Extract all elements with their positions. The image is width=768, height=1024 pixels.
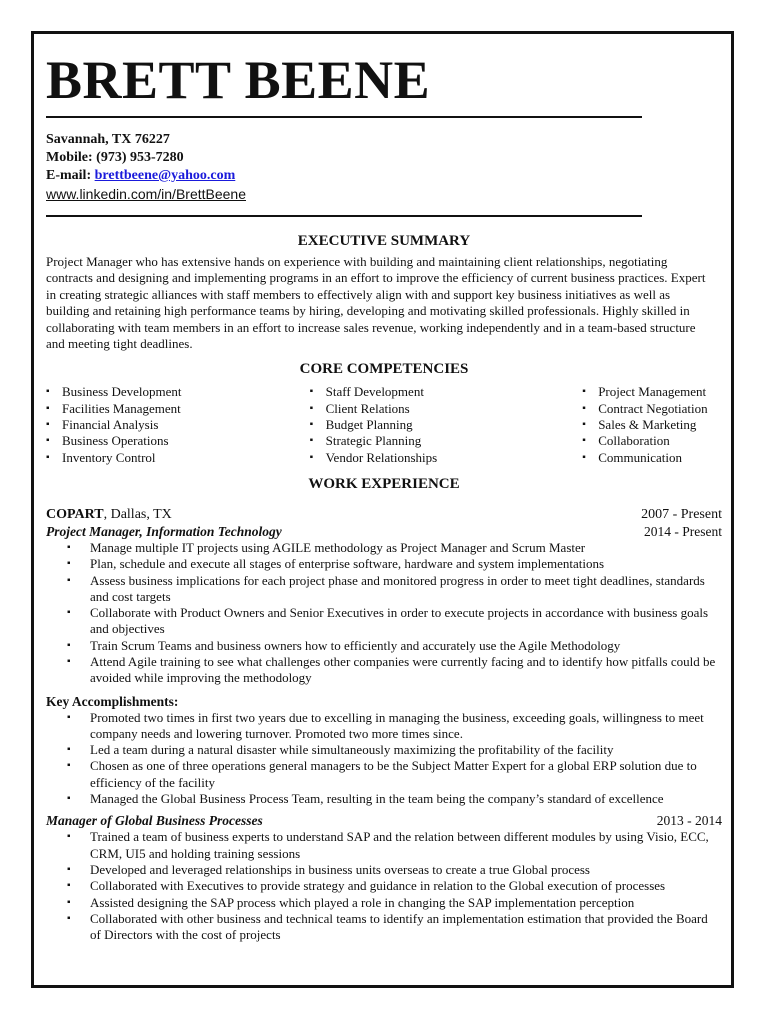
executive-summary-text: Project Manager who has extensive hands on experience with building and maintaining client relationships, negotiating contracts and designing and implementing programs in an effort to improve the efficiency of current business practices. Expert in creating strategic alliances with staff members to effectively align with and support key business initiatives as well as building and retaining high performance teams by hiring, developing and motivating skilled professionals. Highly skilled in collaborating with team members in an effort to increase sales revenue, working independently and in a team-based structure and meeting tight deadlines. xyxy=(46,254,706,352)
list-item: ▪ Collaborate with Product Owners and Senior Executives in order to execute projects in accordance with business goals and objectives xyxy=(46,605,720,638)
list-item: ▪ Led a team during a natural disaster while simultaneously maximizing the profitability of the facility xyxy=(46,742,720,758)
email-link[interactable]: brettbeene@yahoo.com xyxy=(94,168,236,183)
competency-item: ▪ Financial Analysis xyxy=(46,417,310,433)
company-name-line xyxy=(46,506,172,523)
role-duties-list xyxy=(46,829,722,943)
role-header xyxy=(46,812,722,829)
list-item: ▪ Manage multiple IT projects using AGILE methodology as Project Manager and Scrum Master xyxy=(46,540,720,556)
competency-item: ▪ Business Development xyxy=(46,384,310,400)
role-title: Manager of Global Business Processes xyxy=(46,813,263,829)
company-header xyxy=(46,506,722,523)
linkedin-link[interactable]: www.linkedin.com/in/BrettBeene xyxy=(46,186,246,202)
competency-item: ▪ Contract Negotiation xyxy=(582,401,722,417)
accomplishments-list xyxy=(46,710,722,808)
contact-block xyxy=(46,131,722,203)
executive-summary-heading: EXECUTIVE SUMMARY xyxy=(297,233,471,249)
list-item: ▪ Collaborated with other business and technical teams to identify an implementation estimation that provided the Board of Directors with the cost of projects xyxy=(46,911,720,944)
role-duties-list xyxy=(46,540,722,687)
list-item: ▪ Chosen as one of three operations general managers to be the Subject Matter Expert for a global ERP solution due to efficiency of the facility xyxy=(46,758,720,791)
competency-item: ▪ Budget Planning xyxy=(310,417,583,433)
mobile-label: Mobile: xyxy=(46,150,93,165)
mobile-number: (973) 953-7280 xyxy=(96,150,184,165)
core-competencies-heading: CORE COMPETENCIES xyxy=(299,361,469,378)
list-item: ▪ Train Scrum Teams and business owners how to efficiently and accurately use the Agile Methodology xyxy=(46,638,720,654)
competency-item: ▪ Strategic Planning xyxy=(310,433,583,449)
list-item: ▪ Promoted two times in first two years due to excelling in managing the business, exceeding goals, willingness to meet company needs and lowering turnover. Promoted two more times since. xyxy=(46,710,720,743)
work-experience-heading: WORK EXPERIENCE xyxy=(308,475,460,492)
header-divider xyxy=(46,116,642,118)
competency-column-2 xyxy=(310,384,583,465)
list-item: ▪ Managed the Global Business Process Team, resulting in the team being the company’s standard of excellence xyxy=(46,791,720,807)
location-text: Savannah, TX 76227 xyxy=(46,132,170,147)
company-dates: 2007 - Present xyxy=(641,506,722,522)
company-location: , Dallas, TX xyxy=(103,506,172,522)
competency-item: ▪ Communication xyxy=(582,450,722,466)
resume-content xyxy=(46,50,722,943)
mobile-line xyxy=(46,149,722,167)
list-item: ▪ Assess business implications for each project phase and monitored progress in order to meet tight deadlines, standards and cost targets xyxy=(46,573,720,606)
competency-item: ▪ Vendor Relationships xyxy=(310,450,583,466)
email-line xyxy=(46,167,722,185)
list-item: ▪ Attend Agile training to see what challenges other companies were currently facing and to identify how pitfalls could be avoided while improving the methodology xyxy=(46,654,720,687)
competency-column-3 xyxy=(582,384,722,465)
competency-item: ▪ Collaboration xyxy=(582,433,722,449)
role-title: Project Manager, Information Technology xyxy=(46,523,282,539)
competency-item: ▪ Facilities Management xyxy=(46,401,310,417)
competency-item: ▪ Client Relations xyxy=(310,401,583,417)
list-item: ▪ Trained a team of business experts to understand SAP and the relation between different modules by using Visio, ECC, CRM, UI5 and holding training sessions xyxy=(46,829,720,862)
list-item: ▪ Collaborated with Executives to provide strategy and guidance in relation to the Global execution of processes xyxy=(46,878,720,894)
competency-item: ▪ Staff Development xyxy=(310,384,583,400)
role-dates: 2013 - 2014 xyxy=(656,813,722,829)
role-dates: 2014 - Present xyxy=(644,523,722,539)
competency-column-1 xyxy=(46,384,310,465)
list-item: ▪ Plan, schedule and execute all stages of enterprise software, hardware and system implementations xyxy=(46,556,720,572)
competency-item: ▪ Project Management xyxy=(582,384,722,400)
role-header xyxy=(46,523,722,540)
key-accomplishments-heading: Key Accomplishments: xyxy=(46,693,179,709)
competency-item: ▪ Inventory Control xyxy=(46,450,310,466)
email-label: E-mail: xyxy=(46,168,92,183)
company-name: COPART xyxy=(46,506,104,522)
competencies-grid xyxy=(46,384,722,465)
list-item: ▪ Developed and leveraged relationships in business units overseas to create a true Global process xyxy=(46,862,720,878)
list-item: ▪ Assisted designing the SAP process which played a role in changing the SAP implementation perception xyxy=(46,895,720,911)
competency-item: ▪ Business Operations xyxy=(46,433,310,449)
competency-item: ▪ Sales & Marketing xyxy=(582,417,722,433)
contact-divider xyxy=(46,215,642,217)
candidate-name: BRETT BEENE xyxy=(46,50,431,110)
